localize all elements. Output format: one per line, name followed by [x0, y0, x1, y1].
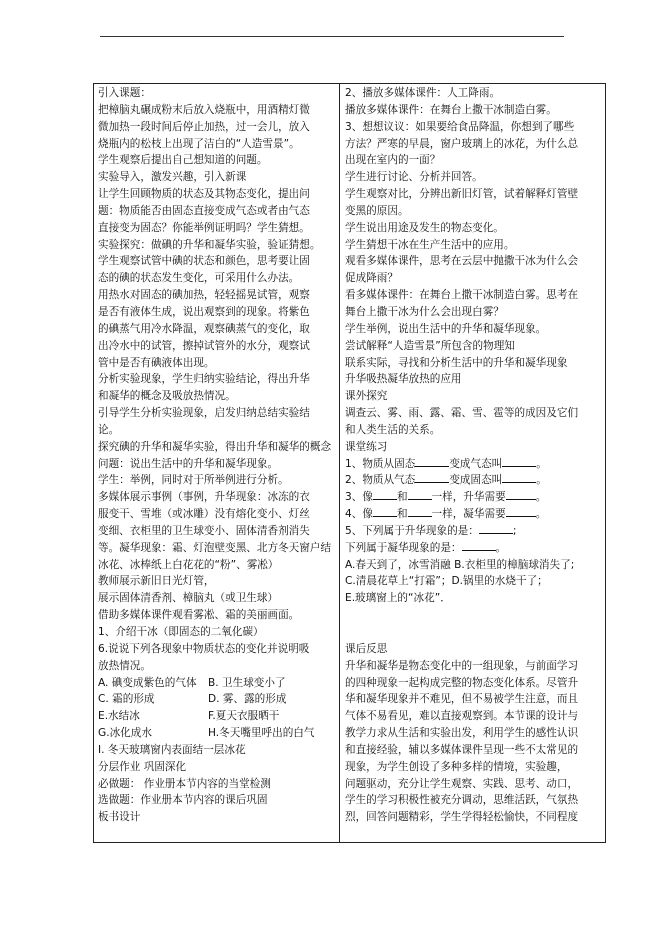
lesson-table — [93, 83, 606, 843]
option-item: A. 碘变成紫色的气体 — [98, 676, 197, 689]
text-line: 2、播放多媒体课件：人工降雨。 — [345, 87, 501, 99]
option-item: C. 霜的形成 — [98, 693, 155, 706]
reflection-line: 华和凝华现象并不难见，但不易被学生注意，而且 — [345, 693, 579, 706]
text-line: 课外探究 — [345, 390, 388, 403]
text-line: 学生猜想干冰在生产生活中的应用。 — [345, 238, 515, 251]
text-line: 观看多媒体课件，思考在云层中抛撒干冰为什么会 — [345, 255, 579, 268]
spacer — [345, 624, 602, 641]
reflection-line: 升华和凝华是物态变化中的一组现象，与前面学习 — [345, 659, 579, 672]
text-line: 管中是否有碘液体出现。 — [98, 356, 215, 369]
text-line: 出冷水中的试管，擦掉试管外的水分，观察试 — [98, 339, 310, 352]
text-line: 变细、衣柜里的卫生球变小、固体清香剂消失 — [98, 524, 310, 537]
text-line: 直接变为固态？你能举例证明吗？学生猜想。 — [98, 221, 310, 234]
text-line: 播放多媒体课件：在舞台上撒干冰制造白雾。 — [345, 103, 557, 116]
text-line: 学生进行讨论、分析并回答。 — [345, 171, 483, 184]
exercise-q1: 1、物质从固态 变成气态叫 。 — [345, 457, 547, 470]
exercise-q6: 下列属于凝华现象的是： 。 — [345, 541, 507, 554]
reflection-block — [345, 641, 602, 826]
text-line: 升华吸热凝华放热的应用 — [345, 373, 462, 386]
left-column — [94, 84, 340, 842]
text-line: 和凝华的概念及吸放热情况。 — [98, 390, 236, 403]
text-line: 变黑的原因。 — [345, 204, 409, 217]
reflection-line: 学生的学习积极性被充分调动，思维活跃，气氛热 — [345, 794, 579, 807]
option-item: H.冬天嘴里呼出的白气 — [208, 727, 315, 740]
right-text-block — [345, 85, 602, 456]
option-row — [98, 675, 336, 692]
reflection-line: 烈，回答问题精彩，学生学得轻松愉快，不同程度 — [345, 811, 579, 824]
text-line: 借助多媒体课件观看雾凇、霜的美丽画面。 — [98, 609, 300, 622]
text-line: 板书设计 — [98, 811, 141, 824]
text-line: 用热水对固态的碘加热，轻轻摇晃试管，观察 — [98, 289, 310, 302]
option-row — [98, 691, 336, 708]
text-line: 微加热一段时间后停止加热，过一会儿，放入 — [98, 120, 310, 133]
reflection-line: 气体不易看见，难以直接观察到。本节课的设计与 — [345, 710, 579, 723]
left-text-block — [98, 85, 336, 675]
option-item: G.冰化成水 — [98, 727, 152, 740]
header-rule — [100, 36, 564, 37]
text-line: 把樟脑丸碾成粉末后放入烧瓶中，用酒精灯微 — [98, 103, 310, 116]
text-line: 尝试解释“人造雪景”所包含的物理知 — [345, 339, 515, 352]
text-line: 分析实验现象，学生归纳实验结论，得出升华 — [98, 373, 310, 386]
text-line: 6.说说下列各现象中物质状态的变化并说明吸 — [98, 642, 310, 655]
text-line: 学生观察对比，分辨出新旧灯管，试着解释灯管壁 — [345, 188, 579, 201]
option-list — [98, 675, 336, 742]
choice-line: C.清晨花草上“打霜”；D.锅里的水烧干了； — [345, 575, 548, 588]
option-item: E.水结冰 — [98, 710, 140, 723]
exercise-block — [345, 456, 602, 557]
text-line: 实验导入，激发兴趣，引入新课 — [98, 171, 247, 184]
text-line: 学生举例，说出生活中的升华和凝华现象。 — [345, 322, 547, 335]
reflection-line: 和直接经验，辅以多媒体课件呈现一些不太常见的 — [345, 743, 579, 756]
text-line: 和人类生活的关系。 — [345, 423, 441, 436]
text-line: 学生观察后提出自己想知道的问题。 — [98, 154, 268, 167]
text-line: 1、介绍干冰（即固态的二氧化碳） — [98, 626, 264, 638]
text-line: 3、想想议议：如果要给食品降温，你想到了哪些 — [345, 120, 575, 133]
text-line: 学生说出用途及发生的物态变化。 — [345, 221, 504, 234]
text-line: 出现在室内的一面？ — [345, 154, 441, 167]
text-line: 冰花、冰棒纸上白花花的“粉”、雾凇） — [98, 558, 279, 571]
text-line: 舞台上撒干冰为什么会出现白雾？ — [345, 305, 504, 318]
choice-list — [345, 557, 602, 608]
text-line: 调查云、雾、雨、露、霜、雪、雹等的成因及它们 — [345, 407, 579, 420]
text-line: 题：物质能否由固态直接变成气态或者由气态 — [98, 204, 310, 217]
text-line: 学生观察试管中碘的状态和颜色，思考要让固 — [98, 255, 310, 268]
text-line: 促成降雨？ — [345, 272, 398, 285]
option-item: B. 卫生球变小了 — [208, 676, 286, 689]
text-line: 课堂练习 — [345, 440, 388, 453]
text-line: 烧瓶内的松枝上出现了洁白的“人造雪景”。 — [98, 137, 300, 150]
text-line: 分层作业 巩固深化 — [98, 760, 187, 773]
text-line: 学生：举例，同时对于所举例进行分析。 — [98, 474, 289, 487]
text-line: 多媒体展示事例（事例，升华现象：冰冻的衣 — [98, 491, 310, 504]
text-line: 引导学生分析实验现象，启发归纳总结实验结 — [98, 407, 310, 420]
reflection-line: 教学力求从生活和实验出发，利用学生的感性认识 — [345, 727, 579, 740]
right-column — [340, 84, 605, 842]
choice-line: A.春天到了，冰雪消融 B.衣柜里的樟脑球消失了; — [345, 558, 575, 571]
choice-line: E.玻璃窗上的“冰花”． — [345, 592, 451, 605]
text-line: 联系实际，寻找和分析生活中的升华和凝华现象 — [345, 356, 568, 369]
reflection-line: 的四种现象一起构成完整的物态变化体系。尽管升 — [345, 676, 579, 689]
text-line: 让学生回顾物质的状态及其物态变化，提出问 — [98, 188, 310, 201]
homework-block — [98, 742, 336, 826]
text-line: I. 冬天玻璃窗内表面结一层冰花 — [98, 743, 246, 756]
text-line: 选做题：作业册本节内容的课后巩固 — [98, 794, 268, 807]
text-line: 看多媒体课件：在舞台上撒干冰制造白雾。思考在 — [345, 289, 579, 302]
option-row — [98, 725, 336, 742]
text-line: 探究碘的升华和凝华实验，得出升华和凝华的概念 — [98, 440, 332, 453]
text-line: 等。凝华现象：霜、灯泡壁变黑、北方冬天窗户结 — [98, 541, 332, 554]
exercise-q3: 3、像 和 一样，升华需要 。 — [345, 491, 547, 504]
option-item: F.夏天衣服晒干 — [208, 710, 280, 723]
exercise-q2: 2、物质从气态 变成固态叫 。 — [345, 474, 547, 487]
option-item: D. 雾、露的形成 — [208, 693, 287, 706]
text-line: 展示固体清香剂、樟脑丸（或卫生球） — [98, 592, 279, 605]
text-line: 问题：说出生活中的升华和凝华现象。 — [98, 457, 279, 470]
text-line: 放热情况。 — [98, 659, 151, 672]
text-line: 方法？严寒的早晨，窗户玻璃上的冰花，为什么总 — [345, 137, 579, 150]
text-line: 论。 — [98, 423, 120, 436]
exercise-q4: 4、像 和 一样，凝华需要 。 — [345, 508, 547, 521]
text-line: 实验探究：做碘的升华和凝华实验，验证猜想。 — [98, 238, 321, 251]
option-row — [98, 708, 336, 725]
text-line: 服变干、雪堆（或冰雕）没有熔化变小、灯丝 — [98, 508, 310, 521]
text-line: 是否有液体生成，说出观察到的现象。将紫色 — [98, 305, 310, 318]
text-line: 引入课题： — [98, 87, 151, 99]
reflection-line: 课后反思 — [345, 642, 388, 655]
spacer — [345, 607, 602, 624]
text-line: 教师展示新旧日光灯管， — [98, 575, 215, 588]
text-line: 必做题： 作业册本节内容的当堂检测 — [98, 777, 271, 790]
text-line: 的碘蒸气用冷水降温，观察碘蒸气的变化，取 — [98, 322, 310, 335]
exercise-q5: 5、下列属于升华现象的是： ; — [345, 524, 517, 537]
text-line: 态的碘的状态发生变化，可采用什么办法。 — [98, 272, 300, 285]
reflection-line: 现象，为学生创设了多种多样的情境，实验趣， — [345, 760, 568, 773]
reflection-line: 问题驱动，充分让学生观察、实践、思考、动口， — [345, 777, 579, 790]
